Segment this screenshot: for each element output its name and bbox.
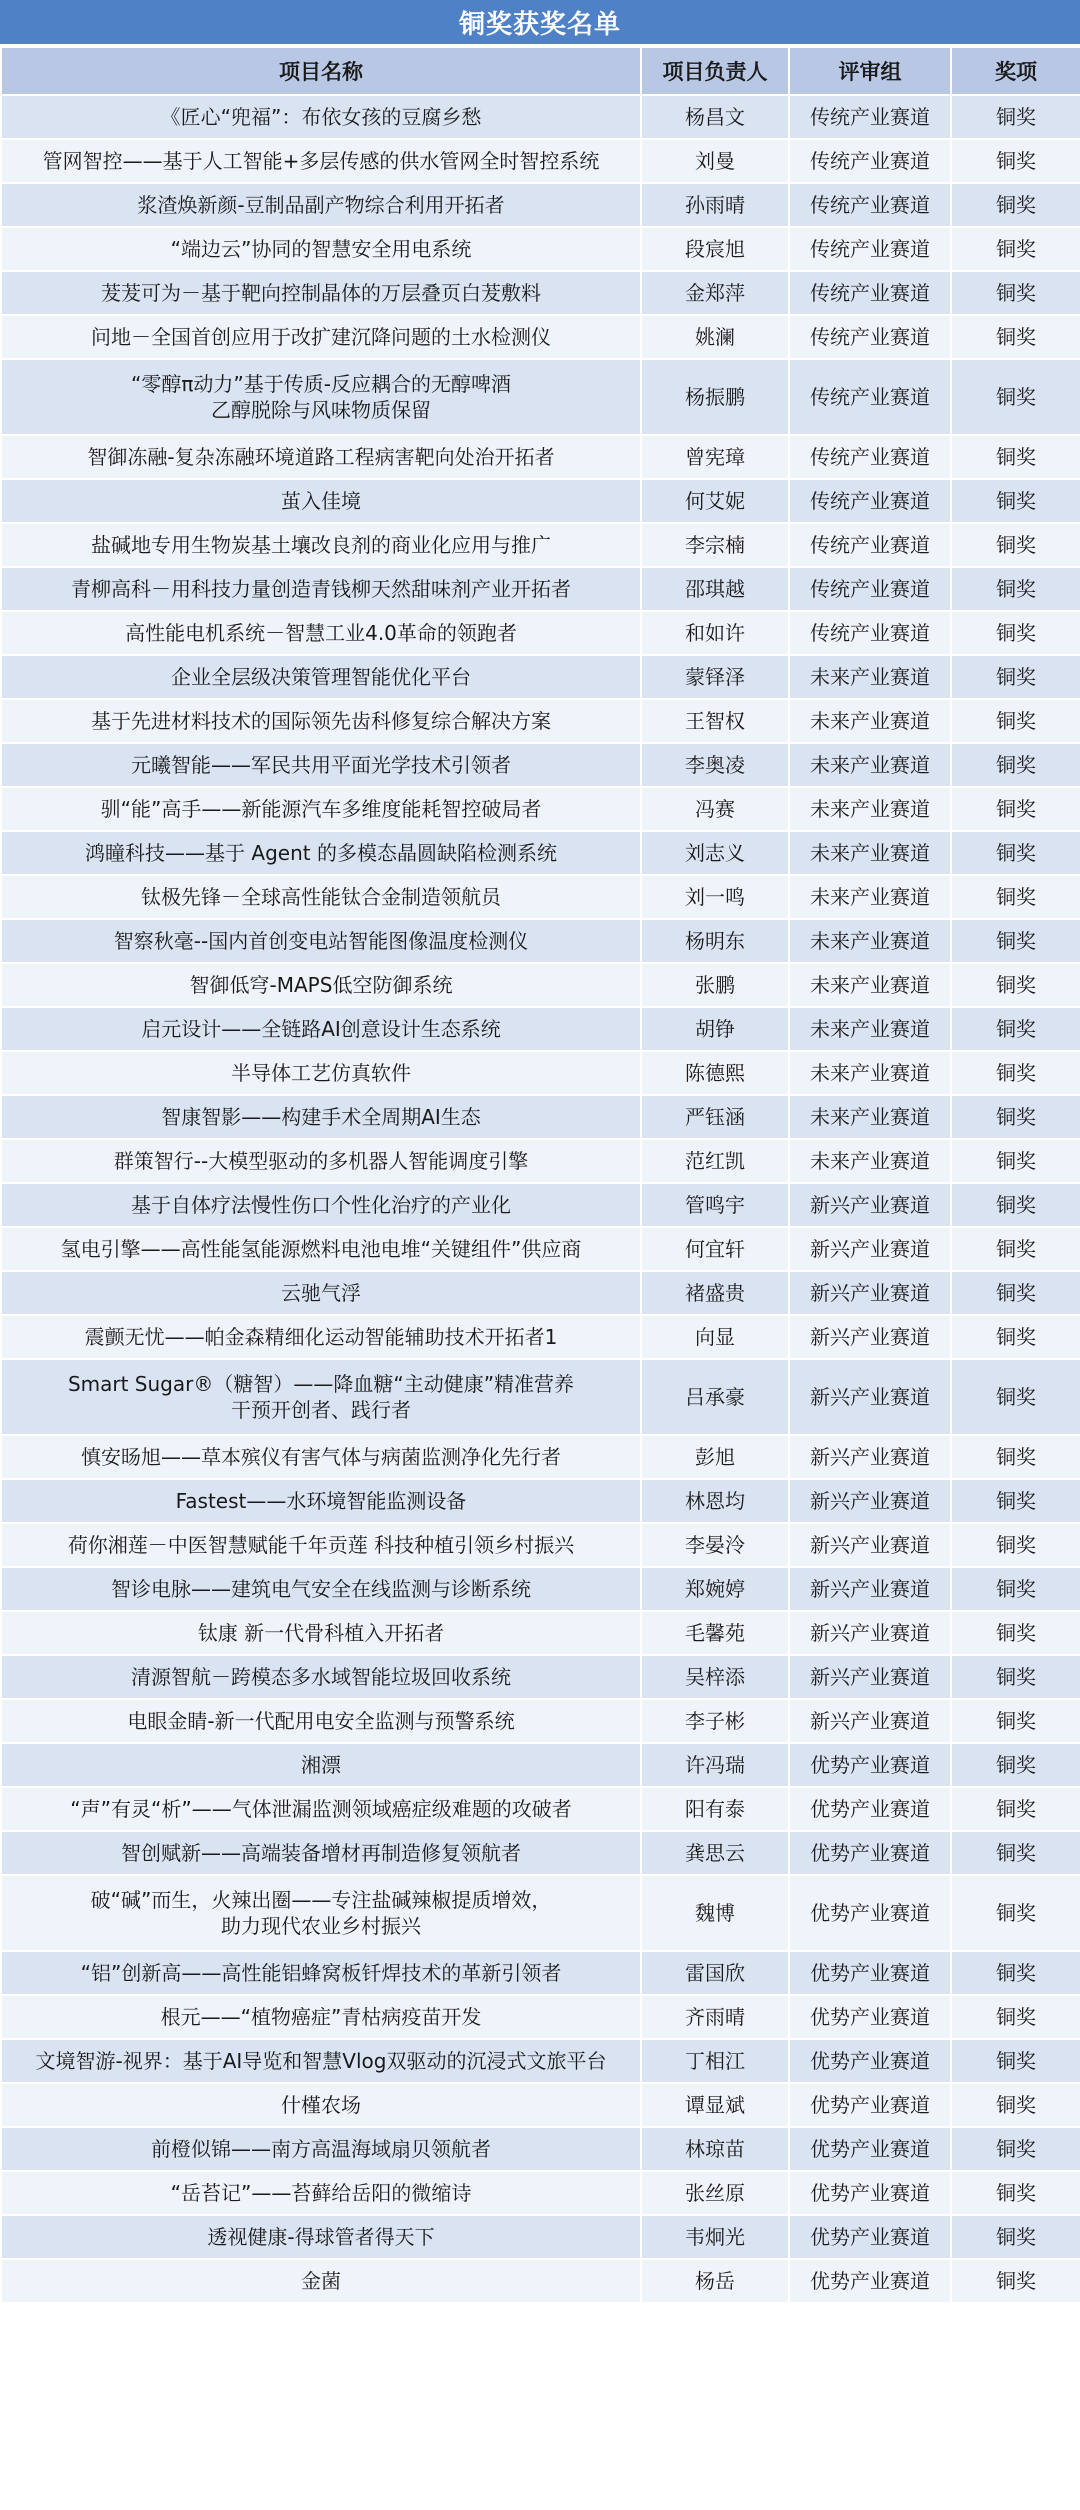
- group-cell: 传统产业赛道: [789, 139, 951, 183]
- award-cell: 铜奖: [951, 1095, 1080, 1139]
- award-cell: 铜奖: [951, 1995, 1080, 2039]
- award-cell: 铜奖: [951, 1655, 1080, 1699]
- table-row: [1, 1007, 1080, 1051]
- leader-cell: 严钰涵: [641, 1095, 789, 1139]
- table-row: [1, 435, 1080, 479]
- table-row: [1, 523, 1080, 567]
- group-cell: 优势产业赛道: [789, 1831, 951, 1875]
- group-cell: 新兴产业赛道: [789, 1699, 951, 1743]
- leader-cell: 龚思云: [641, 1831, 789, 1875]
- project-name-cell: 荷你湘莲－中医智慧赋能千年贡莲 科技种植引领乡村振兴: [1, 1523, 641, 1567]
- group-cell: 优势产业赛道: [789, 2039, 951, 2083]
- table-row: [1, 1951, 1080, 1995]
- table-row: [1, 831, 1080, 875]
- leader-cell: 陈德熙: [641, 1051, 789, 1095]
- group-cell: 新兴产业赛道: [789, 1611, 951, 1655]
- leader-cell: 阳有泰: [641, 1787, 789, 1831]
- group-cell: 未来产业赛道: [789, 831, 951, 875]
- project-name-cell: 智察秋毫--国内首创变电站智能图像温度检测仪: [1, 919, 641, 963]
- award-cell: 铜奖: [951, 1611, 1080, 1655]
- award-cell: 铜奖: [951, 2215, 1080, 2259]
- award-cell: 铜奖: [951, 567, 1080, 611]
- group-cell: 新兴产业赛道: [789, 1227, 951, 1271]
- table-row: [1, 95, 1080, 139]
- leader-cell: 管鸣宇: [641, 1183, 789, 1227]
- award-cell: 铜奖: [951, 611, 1080, 655]
- project-name-cell: 慎安旸旭——草本殡仪有害气体与病菌监测净化先行者: [1, 1435, 641, 1479]
- leader-cell: 丁相江: [641, 2039, 789, 2083]
- leader-cell: 曾宪璋: [641, 435, 789, 479]
- leader-cell: 林恩均: [641, 1479, 789, 1523]
- leader-cell: 杨昌文: [641, 95, 789, 139]
- leader-cell: 何宜轩: [641, 1227, 789, 1271]
- award-cell: 铜奖: [951, 787, 1080, 831]
- group-cell: 优势产业赛道: [789, 2215, 951, 2259]
- table-row: [1, 1315, 1080, 1359]
- award-cell: 铜奖: [951, 1875, 1080, 1951]
- project-name-cell: 透视健康-得球管者得天下: [1, 2215, 641, 2259]
- award-cell: 铜奖: [951, 523, 1080, 567]
- award-cell: 铜奖: [951, 1139, 1080, 1183]
- award-cell: 铜奖: [951, 919, 1080, 963]
- group-cell: 新兴产业赛道: [789, 1359, 951, 1435]
- table-row: [1, 1995, 1080, 2039]
- project-name-cell: Smart Sugar®（糖智）——降血糖“主动健康”精准营养 干预开创者、践行者: [1, 1359, 641, 1435]
- leader-cell: 冯赛: [641, 787, 789, 831]
- leader-cell: 雷国欣: [641, 1951, 789, 1995]
- table-row: [1, 1567, 1080, 1611]
- group-cell: 新兴产业赛道: [789, 1435, 951, 1479]
- group-cell: 未来产业赛道: [789, 875, 951, 919]
- leader-cell: 魏博: [641, 1875, 789, 1951]
- group-cell: 优势产业赛道: [789, 1995, 951, 2039]
- award-cell: 铜奖: [951, 1271, 1080, 1315]
- table-row: [1, 315, 1080, 359]
- table-row: [1, 699, 1080, 743]
- project-name-cell: “端边云”协同的智慧安全用电系统: [1, 227, 641, 271]
- project-name-cell: 管网智控——基于人工智能+多层传感的供水管网全时智控系统: [1, 139, 641, 183]
- group-cell: 优势产业赛道: [789, 1743, 951, 1787]
- group-cell: 未来产业赛道: [789, 963, 951, 1007]
- table-row: [1, 1523, 1080, 1567]
- table-row: [1, 2127, 1080, 2171]
- project-name-cell: “零醇π动力”基于传质-反应耦合的无醇啤酒 乙醇脱除与风味物质保留: [1, 359, 641, 435]
- project-name-cell: 盐碱地专用生物炭基土壤改良剂的商业化应用与推广: [1, 523, 641, 567]
- leader-cell: 胡铮: [641, 1007, 789, 1051]
- award-cell: 铜奖: [951, 1479, 1080, 1523]
- group-cell: 未来产业赛道: [789, 743, 951, 787]
- group-cell: 传统产业赛道: [789, 611, 951, 655]
- project-name-cell: 问地－全国首创应用于改扩建沉降问题的土水检测仪: [1, 315, 641, 359]
- group-cell: 新兴产业赛道: [789, 1655, 951, 1699]
- project-name-cell: 高性能电机系统－智慧工业4.0革命的领跑者: [1, 611, 641, 655]
- award-cell: 铜奖: [951, 479, 1080, 523]
- award-cell: 铜奖: [951, 963, 1080, 1007]
- award-cell: 铜奖: [951, 227, 1080, 271]
- project-name-cell: 破“碱”而生，火辣出圈——专注盐碱辣椒提质增效， 助力现代农业乡村振兴: [1, 1875, 641, 1951]
- project-name-cell: 鸿瞳科技——基于 Agent 的多模态晶圆缺陷检测系统: [1, 831, 641, 875]
- leader-cell: 李子彬: [641, 1699, 789, 1743]
- project-name-cell: 智创赋新——高端装备增材再制造修复领航者: [1, 1831, 641, 1875]
- award-cell: 铜奖: [951, 2171, 1080, 2215]
- project-name-cell: 青柳高科－用科技力量创造青钱柳天然甜味剂产业开拓者: [1, 567, 641, 611]
- leader-cell: 和如许: [641, 611, 789, 655]
- table-row: [1, 1183, 1080, 1227]
- leader-cell: 姚澜: [641, 315, 789, 359]
- table-row: [1, 1743, 1080, 1787]
- group-cell: 新兴产业赛道: [789, 1315, 951, 1359]
- project-name-cell: 钛康 新一代骨科植入开拓者: [1, 1611, 641, 1655]
- group-cell: 新兴产业赛道: [789, 1183, 951, 1227]
- group-cell: 未来产业赛道: [789, 919, 951, 963]
- project-name-cell: “声”有灵“析”——气体泄漏监测领域癌症级难题的攻破者: [1, 1787, 641, 1831]
- award-cell: 铜奖: [951, 2127, 1080, 2171]
- award-cell: 铜奖: [951, 2039, 1080, 2083]
- leader-cell: 蒙铎泽: [641, 655, 789, 699]
- group-cell: 优势产业赛道: [789, 1875, 951, 1951]
- group-cell: 传统产业赛道: [789, 479, 951, 523]
- table-row: [1, 2259, 1080, 2303]
- award-cell: 铜奖: [951, 1699, 1080, 1743]
- award-cell: 铜奖: [951, 1435, 1080, 1479]
- project-name-cell: 震颤无忧——帕金森精细化运动智能辅助技术开拓者1: [1, 1315, 641, 1359]
- project-name-cell: 元曦智能——军民共用平面光学技术引领者: [1, 743, 641, 787]
- leader-cell: 许冯瑞: [641, 1743, 789, 1787]
- leader-cell: 吕承豪: [641, 1359, 789, 1435]
- project-name-cell: 文境智游-视界：基于AI导览和智慧Vlog双驱动的沉浸式文旅平台: [1, 2039, 641, 2083]
- group-cell: 未来产业赛道: [789, 1051, 951, 1095]
- group-cell: 传统产业赛道: [789, 227, 951, 271]
- table-title: 铜奖获奖名单: [0, 0, 1080, 46]
- leader-cell: 孙雨晴: [641, 183, 789, 227]
- table-row: [1, 1479, 1080, 1523]
- project-name-cell: 什槿农场: [1, 2083, 641, 2127]
- award-cell: 铜奖: [951, 1359, 1080, 1435]
- award-cell: 铜奖: [951, 183, 1080, 227]
- leader-cell: 李晏泠: [641, 1523, 789, 1567]
- leader-cell: 李奥凌: [641, 743, 789, 787]
- table-row: [1, 2039, 1080, 2083]
- table-row: [1, 271, 1080, 315]
- project-name-cell: Fastest——水环境智能监测设备: [1, 1479, 641, 1523]
- table-row: [1, 2083, 1080, 2127]
- leader-cell: 杨振鹏: [641, 359, 789, 435]
- group-cell: 新兴产业赛道: [789, 1271, 951, 1315]
- group-cell: 传统产业赛道: [789, 567, 951, 611]
- leader-cell: 邵琪越: [641, 567, 789, 611]
- award-cell: 铜奖: [951, 1315, 1080, 1359]
- leader-cell: 段宸旭: [641, 227, 789, 271]
- group-cell: 新兴产业赛道: [789, 1479, 951, 1523]
- table-row: [1, 963, 1080, 1007]
- group-cell: 新兴产业赛道: [789, 1567, 951, 1611]
- award-table: [0, 46, 1080, 2304]
- project-name-cell: 智康智影——构建手术全周期AI生态: [1, 1095, 641, 1139]
- table-row: [1, 2215, 1080, 2259]
- table-row: [1, 359, 1080, 435]
- award-cell: 铜奖: [951, 1743, 1080, 1787]
- award-cell: 铜奖: [951, 359, 1080, 435]
- group-cell: 未来产业赛道: [789, 1007, 951, 1051]
- table-row: [1, 1787, 1080, 1831]
- leader-cell: 杨岳: [641, 2259, 789, 2303]
- table-row: [1, 1655, 1080, 1699]
- project-name-cell: 氢电引擎——高性能氢能源燃料电池电堆“关键组件”供应商: [1, 1227, 641, 1271]
- group-cell: 优势产业赛道: [789, 2127, 951, 2171]
- award-cell: 铜奖: [951, 1787, 1080, 1831]
- group-cell: 优势产业赛道: [789, 2171, 951, 2215]
- leader-cell: 刘曼: [641, 139, 789, 183]
- group-cell: 未来产业赛道: [789, 699, 951, 743]
- table-row: [1, 1139, 1080, 1183]
- leader-cell: 何艾妮: [641, 479, 789, 523]
- award-cell: 铜奖: [951, 1523, 1080, 1567]
- award-cell: 铜奖: [951, 875, 1080, 919]
- award-cell: 铜奖: [951, 315, 1080, 359]
- project-name-cell: 云驰气浮: [1, 1271, 641, 1315]
- table-row: [1, 183, 1080, 227]
- leader-cell: 吴梓添: [641, 1655, 789, 1699]
- project-name-cell: 清源智航－跨模态多水域智能垃圾回收系统: [1, 1655, 641, 1699]
- award-cell: 铜奖: [951, 1051, 1080, 1095]
- project-name-cell: 金菌: [1, 2259, 641, 2303]
- leader-cell: 金郑萍: [641, 271, 789, 315]
- table-row: [1, 611, 1080, 655]
- project-name-cell: 企业全层级决策管理智能优化平台: [1, 655, 641, 699]
- group-cell: 传统产业赛道: [789, 271, 951, 315]
- group-cell: 传统产业赛道: [789, 359, 951, 435]
- project-name-cell: 《匠心“兜福”：布依女孩的豆腐乡愁: [1, 95, 641, 139]
- award-cell: 铜奖: [951, 1831, 1080, 1875]
- project-name-cell: 驯“能”高手——新能源汽车多维度能耗智控破局者: [1, 787, 641, 831]
- table-row: [1, 1359, 1080, 1435]
- table-row: [1, 1611, 1080, 1655]
- table-row: [1, 875, 1080, 919]
- group-cell: 传统产业赛道: [789, 435, 951, 479]
- project-name-cell: 启元设计——全链路AI创意设计生态系统: [1, 1007, 641, 1051]
- project-name-cell: 根元——“植物癌症”青枯病疫苗开发: [1, 1995, 641, 2039]
- leader-cell: 齐雨晴: [641, 1995, 789, 2039]
- project-name-cell: 半导体工艺仿真软件: [1, 1051, 641, 1095]
- leader-cell: 范红凯: [641, 1139, 789, 1183]
- group-cell: 未来产业赛道: [789, 1095, 951, 1139]
- group-cell: 优势产业赛道: [789, 2259, 951, 2303]
- table-row: [1, 655, 1080, 699]
- table-row: [1, 787, 1080, 831]
- project-name-cell: 电眼金睛-新一代配用电安全监测与预警系统: [1, 1699, 641, 1743]
- group-cell: 传统产业赛道: [789, 95, 951, 139]
- leader-cell: 杨明东: [641, 919, 789, 963]
- award-cell: 铜奖: [951, 831, 1080, 875]
- leader-cell: 韦炯光: [641, 2215, 789, 2259]
- project-name-cell: 智诊电脉——建筑电气安全在线监测与诊断系统: [1, 1567, 641, 1611]
- header-group: 评审组: [789, 47, 951, 95]
- project-name-cell: 前橙似锦——南方高温海域扇贝领航者: [1, 2127, 641, 2171]
- table-row: [1, 1699, 1080, 1743]
- project-name-cell: 钛极先锋－全球高性能钛合金制造领航员: [1, 875, 641, 919]
- project-name-cell: 基于先进材料技术的国际领先齿科修复综合解决方案: [1, 699, 641, 743]
- award-cell: 铜奖: [951, 1951, 1080, 1995]
- group-cell: 优势产业赛道: [789, 2083, 951, 2127]
- award-cell: 铜奖: [951, 139, 1080, 183]
- project-name-cell: 智御冻融-复杂冻融环境道路工程病害靶向处治开拓者: [1, 435, 641, 479]
- leader-cell: 张丝原: [641, 2171, 789, 2215]
- award-cell: 铜奖: [951, 1227, 1080, 1271]
- group-cell: 新兴产业赛道: [789, 1523, 951, 1567]
- project-name-cell: 茇茇可为－基于靶向控制晶体的万层叠页白茇敷料: [1, 271, 641, 315]
- award-cell: 铜奖: [951, 1183, 1080, 1227]
- leader-cell: 刘志义: [641, 831, 789, 875]
- header-row: [1, 47, 1080, 95]
- table-row: [1, 1051, 1080, 1095]
- table-row: [1, 567, 1080, 611]
- project-name-cell: 湘漂: [1, 1743, 641, 1787]
- table-row: [1, 2171, 1080, 2215]
- project-name-cell: “岳苔记”——苔藓给岳阳的微缩诗: [1, 2171, 641, 2215]
- award-cell: 铜奖: [951, 271, 1080, 315]
- table-row: [1, 1095, 1080, 1139]
- award-cell: 铜奖: [951, 95, 1080, 139]
- project-name-cell: 智御低穹-MAPS低空防御系统: [1, 963, 641, 1007]
- award-cell: 铜奖: [951, 655, 1080, 699]
- award-cell: 铜奖: [951, 1567, 1080, 1611]
- group-cell: 优势产业赛道: [789, 1951, 951, 1995]
- leader-cell: 刘一鸣: [641, 875, 789, 919]
- group-cell: 优势产业赛道: [789, 1787, 951, 1831]
- project-name-cell: 群策智行--大模型驱动的多机器人智能调度引擎: [1, 1139, 641, 1183]
- group-cell: 传统产业赛道: [789, 183, 951, 227]
- award-cell: 铜奖: [951, 1007, 1080, 1051]
- header-project: 项目名称: [1, 47, 641, 95]
- header-award: 奖项: [951, 47, 1080, 95]
- project-name-cell: 茧入佳境: [1, 479, 641, 523]
- award-cell: 铜奖: [951, 435, 1080, 479]
- table-row: [1, 1435, 1080, 1479]
- group-cell: 未来产业赛道: [789, 1139, 951, 1183]
- leader-cell: 张鹏: [641, 963, 789, 1007]
- group-cell: 传统产业赛道: [789, 315, 951, 359]
- table-row: [1, 1875, 1080, 1951]
- leader-cell: 毛馨苑: [641, 1611, 789, 1655]
- table-row: [1, 743, 1080, 787]
- table-row: [1, 1831, 1080, 1875]
- leader-cell: 谭显斌: [641, 2083, 789, 2127]
- table-body: [1, 95, 1080, 2303]
- leader-cell: 褚盛贵: [641, 1271, 789, 1315]
- leader-cell: 林琼苗: [641, 2127, 789, 2171]
- award-cell: 铜奖: [951, 2259, 1080, 2303]
- award-cell: 铜奖: [951, 743, 1080, 787]
- project-name-cell: “铝”创新高——高性能铝蜂窝板钎焊技术的革新引领者: [1, 1951, 641, 1995]
- leader-cell: 向显: [641, 1315, 789, 1359]
- leader-cell: 彭旭: [641, 1435, 789, 1479]
- award-cell: 铜奖: [951, 699, 1080, 743]
- table-row: [1, 479, 1080, 523]
- table-row: [1, 919, 1080, 963]
- group-cell: 传统产业赛道: [789, 523, 951, 567]
- leader-cell: 郑婉婷: [641, 1567, 789, 1611]
- table-row: [1, 1227, 1080, 1271]
- table-row: [1, 1271, 1080, 1315]
- group-cell: 未来产业赛道: [789, 655, 951, 699]
- table-row: [1, 227, 1080, 271]
- leader-cell: 王智权: [641, 699, 789, 743]
- leader-cell: 李宗楠: [641, 523, 789, 567]
- header-leader: 项目负责人: [641, 47, 789, 95]
- award-cell: 铜奖: [951, 2083, 1080, 2127]
- project-name-cell: 基于自体疗法慢性伤口个性化治疗的产业化: [1, 1183, 641, 1227]
- group-cell: 未来产业赛道: [789, 787, 951, 831]
- table-row: [1, 139, 1080, 183]
- project-name-cell: 浆渣焕新颜-豆制品副产物综合利用开拓者: [1, 183, 641, 227]
